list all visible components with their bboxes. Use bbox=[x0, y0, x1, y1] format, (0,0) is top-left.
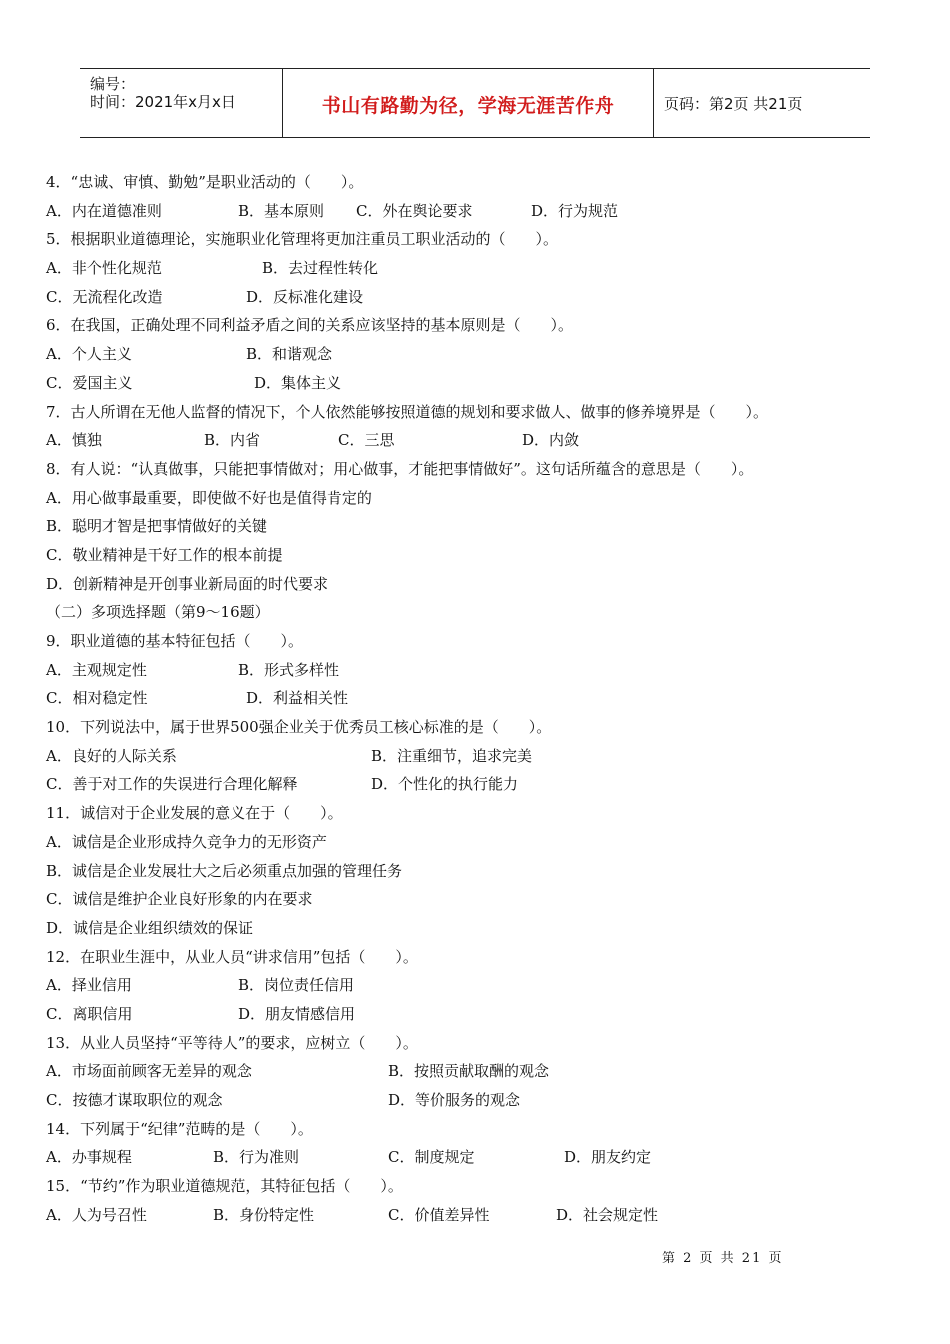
answer-option: A．主观规定性 bbox=[46, 660, 147, 679]
answer-option: D．创新精神是开创事业新局面的时代要求 bbox=[46, 574, 329, 593]
page-info: 页码：第2页 共21页 bbox=[664, 95, 803, 113]
answer-option: D．集体主义 bbox=[254, 373, 342, 392]
number-label: 编号： bbox=[90, 75, 136, 93]
page-header bbox=[80, 68, 870, 138]
option-row bbox=[46, 426, 906, 455]
option-row bbox=[46, 1143, 906, 1172]
answer-option: B．和谐观念 bbox=[246, 345, 333, 364]
answer-option: A．人为号召性 bbox=[46, 1205, 147, 1224]
option-row bbox=[46, 484, 906, 513]
option-row bbox=[46, 770, 906, 799]
date-label: 时间：2021年x月x日 bbox=[90, 93, 236, 111]
option-row bbox=[46, 283, 906, 312]
answer-option: C．按德才谋取职位的观念 bbox=[46, 1091, 223, 1109]
answer-option: B．身份特定性 bbox=[213, 1205, 315, 1224]
header-middle-cell bbox=[283, 69, 654, 137]
option-row bbox=[46, 1201, 906, 1230]
answer-option: C．离职信用 bbox=[46, 1004, 133, 1023]
answer-option: C．相对稳定性 bbox=[46, 689, 148, 708]
answer-option: C．外在舆论要求 bbox=[356, 201, 473, 220]
answer-option: D．朋友约定 bbox=[564, 1148, 652, 1167]
option-row bbox=[46, 914, 906, 943]
answer-option: D．利益相关性 bbox=[246, 689, 349, 708]
question-stem: （二）多项选择题（第9～16题） bbox=[46, 603, 270, 622]
answer-option: D．行为规范 bbox=[531, 201, 619, 220]
answer-option: C．制度规定 bbox=[388, 1148, 475, 1167]
option-row bbox=[46, 971, 906, 1000]
question-stem: 6．在我国，正确处理不同利益矛盾之间的关系应该坚持的基本原则是（ ）。 bbox=[46, 316, 574, 335]
option-row bbox=[46, 254, 906, 283]
option-row bbox=[46, 857, 906, 886]
option-row bbox=[46, 570, 906, 599]
question-stem: 8．有人说：“认真做事，只能把事情做对；用心做事，才能把事情做好”。这句话所蕴含的意思是（ ）。 bbox=[46, 459, 754, 478]
option-row bbox=[46, 828, 906, 857]
question-stem: 4．“忠诚、审慎、勤勉”是职业活动的（ ）。 bbox=[46, 173, 364, 191]
option-row bbox=[46, 197, 906, 226]
answer-option: A．诚信是企业形成持久竞争力的无形资产 bbox=[46, 832, 327, 851]
question-stem: 12．在职业生涯中，从业人员“讲求信用”包括（ ）。 bbox=[46, 947, 418, 966]
answer-option: B．岗位责任信用 bbox=[238, 976, 355, 995]
answer-option: A．办事规程 bbox=[46, 1148, 132, 1167]
question-stem: 13．从业人员坚持“平等待人”的要求，应树立（ ）。 bbox=[46, 1033, 418, 1052]
answer-option: A．用心做事最重要，即使做不好也是值得肯定的 bbox=[46, 488, 372, 507]
answer-option: C．善于对工作的失误进行合理化解释 bbox=[46, 775, 298, 794]
question-stem: 10．下列说法中，属于世界500强企业关于优秀员工核心标准的是（ ）。 bbox=[46, 718, 552, 737]
header-left-cell bbox=[80, 69, 283, 137]
question-stem: 7．古人所谓在无他人监督的情况下，个人依然能够按照道德的规划和要求做人、做事的修养境界是（ ）。 bbox=[46, 402, 769, 421]
answer-option: B．注重细节，追求完美 bbox=[371, 746, 533, 765]
answer-option: B．行为准则 bbox=[213, 1148, 300, 1167]
answer-option: D．诚信是企业组织绩效的保证 bbox=[46, 918, 254, 937]
question-stem: 14．下列属于“纪律”范畴的是（ ）。 bbox=[46, 1119, 313, 1138]
answer-option: B．基本原则 bbox=[238, 201, 325, 220]
answer-option: B．内省 bbox=[204, 431, 261, 450]
option-row bbox=[46, 512, 906, 541]
question-stem: 9．职业道德的基本特征包括（ ）。 bbox=[46, 632, 304, 650]
answer-option: A．非个性化规范 bbox=[46, 259, 162, 278]
option-row bbox=[46, 1000, 906, 1029]
answer-option: C．无流程化改造 bbox=[46, 287, 163, 306]
answer-option: B．诚信是企业发展壮大之后必须重点加强的管理任务 bbox=[46, 861, 403, 880]
question-list bbox=[46, 168, 906, 1229]
answer-option: C．价值差异性 bbox=[388, 1205, 490, 1224]
answer-option: A．择业信用 bbox=[46, 976, 132, 995]
option-row bbox=[46, 340, 906, 369]
option-row bbox=[46, 1086, 906, 1115]
option-row bbox=[46, 742, 906, 771]
answer-option: C．爱国主义 bbox=[46, 373, 133, 392]
answer-option: B．按照贡献取酬的观念 bbox=[388, 1062, 550, 1081]
header-right-cell bbox=[654, 69, 870, 137]
option-row bbox=[46, 541, 906, 570]
answer-option: A．内在道德准则 bbox=[46, 201, 162, 220]
answer-option: A．市场面前顾客无差异的观念 bbox=[46, 1062, 252, 1081]
answer-option: C．敬业精神是干好工作的根本前提 bbox=[46, 545, 283, 564]
answer-option: D．等价服务的观念 bbox=[388, 1091, 521, 1109]
answer-option: A．慎独 bbox=[46, 431, 102, 450]
answer-option: B．聪明才智是把事情做好的关键 bbox=[46, 517, 268, 536]
answer-option: D．社会规定性 bbox=[556, 1205, 659, 1224]
answer-option: D．内敛 bbox=[522, 431, 580, 450]
option-row bbox=[46, 1057, 906, 1086]
answer-option: D．反标准化建设 bbox=[246, 287, 364, 306]
answer-option: A．个人主义 bbox=[46, 345, 132, 364]
motto: 书山有路勤为径，学海无涯苦作舟 bbox=[321, 95, 615, 117]
question-stem: 11．诚信对于企业发展的意义在于（ ）。 bbox=[46, 804, 343, 823]
answer-option: C．三思 bbox=[338, 431, 395, 450]
answer-option: D．个性化的执行能力 bbox=[371, 775, 519, 794]
answer-option: D．朋友情感信用 bbox=[238, 1004, 356, 1023]
option-row bbox=[46, 369, 906, 398]
answer-option: A．良好的人际关系 bbox=[46, 746, 177, 765]
question-stem: 15．“节约”作为职业道德规范，其特征包括（ ）。 bbox=[46, 1177, 403, 1196]
answer-option: B．形式多样性 bbox=[238, 660, 340, 679]
page-footer: 第 2 页 共 21 页 bbox=[662, 1251, 784, 1266]
answer-option: C．诚信是维护企业良好形象的内在要求 bbox=[46, 890, 313, 909]
option-row bbox=[46, 656, 906, 685]
option-row bbox=[46, 885, 906, 914]
question-stem: 5．根据职业道德理论，实施职业化管理将更加注重员工职业活动的（ ）。 bbox=[46, 230, 559, 249]
answer-option: B．去过程性转化 bbox=[262, 259, 379, 278]
option-row bbox=[46, 684, 906, 713]
